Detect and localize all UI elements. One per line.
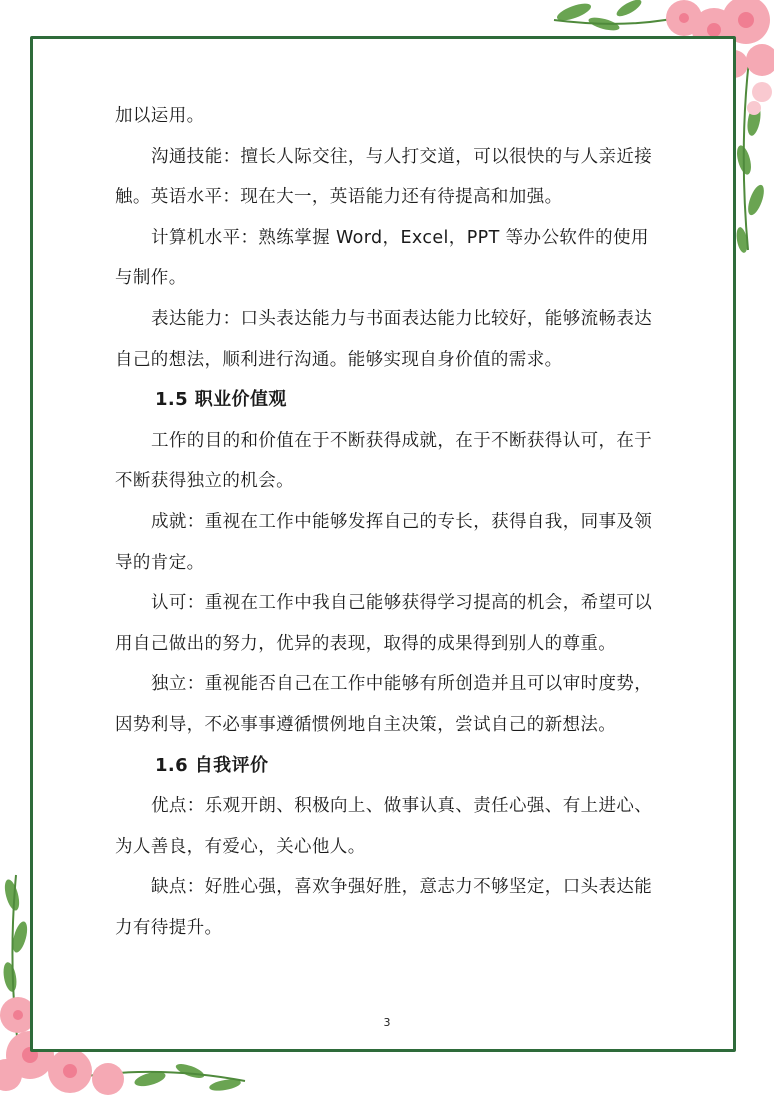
paragraph: 计算机水平：熟练掌握 Word，Excel，PPT 等办公软件的使用与制作。: [115, 227, 649, 289]
document-body: [115, 96, 660, 948]
paragraph: 认可：重视在工作中我自己能够获得学习提高的机会，希望可以用自己做出的努力，优异的表现，取得的成果得到别人的尊重。: [115, 593, 653, 654]
section-heading: 1.5 职业价值观: [155, 389, 287, 411]
paragraph: 独立：重视能否自己在工作中能够有所创造并且可以审时度势，因势利导，不必事事遵循惯例地自主决策，尝试自己的新想法。: [115, 674, 653, 735]
paragraph-continuation: 加以运用。: [115, 106, 205, 126]
paragraph: 工作的目的和价值在于不断获得成就，在于不断获得认可，在于不断获得独立的机会。: [115, 430, 653, 492]
paragraph: 表达能力：口头表达能力与书面表达能力比较好，能够流畅表达自己的想法，顺利进行沟通。能够实现自身价值的需求。: [115, 308, 653, 370]
page-number: 3: [383, 1016, 391, 1029]
paragraph: 缺点：好胜心强，喜欢争强好胜，意志力不够坚定，口头表达能力有待提升。: [115, 877, 653, 938]
paragraph: 成就：重视在工作中能够发挥自己的专长，获得自我，同事及领导的肯定。: [115, 511, 653, 573]
paragraph: 沟通技能：擅长人际交往，与人打交道，可以很快的与人亲近接触。英语水平：现在大一，英语能力还有待提高和加强。: [115, 146, 653, 208]
section-heading: 1.6 自我评价: [155, 754, 269, 776]
paragraph: 优点：乐观开朗、积极向上、做事认真、责任心强、有上进心、为人善良，有爱心，关心他人。: [115, 796, 653, 857]
